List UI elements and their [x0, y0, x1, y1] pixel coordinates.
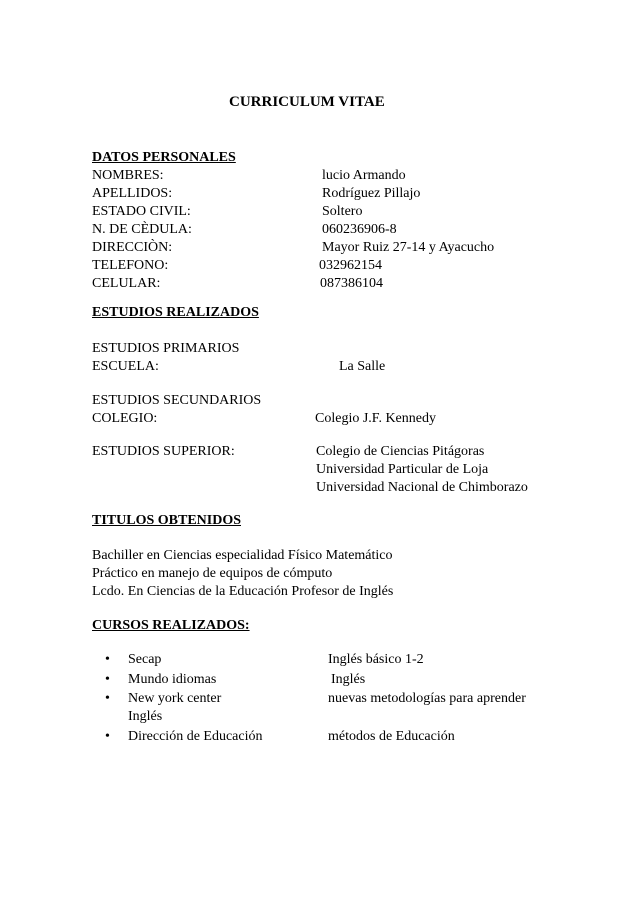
course-detail-2: Inglés: [331, 672, 366, 687]
value-apellidos: Rodríguez Pillajo: [322, 186, 421, 201]
label-colegio: COLEGIO:: [92, 411, 158, 426]
course-name-3-continuation: Inglés: [128, 709, 163, 724]
course-name-4: Dirección de Educación: [128, 729, 263, 744]
bullet-icon: •: [105, 672, 110, 687]
course-detail-1: Inglés básico 1-2: [328, 652, 424, 667]
section-heading-titles: TITULOS OBTENIDOS: [92, 513, 241, 528]
value-direccion: Mayor Ruiz 27-14 y Ayacucho: [322, 240, 495, 255]
label-estudios-superior: ESTUDIOS SUPERIOR:: [92, 444, 235, 459]
value-cedula: 060236906-8: [322, 222, 397, 237]
value-telefono: 032962154: [319, 258, 382, 273]
section-heading-courses: CURSOS REALIZADOS:: [92, 618, 250, 633]
value-superior-2: Universidad Particular de Loja: [316, 462, 489, 477]
label-apellidos: APELLIDOS:: [92, 186, 173, 201]
label-celular: CELULAR:: [92, 276, 161, 291]
document-title: CURRICULUM VITAE: [229, 94, 385, 110]
section-heading-personal: DATOS PERSONALES: [92, 150, 236, 165]
value-celular: 087386104: [320, 276, 383, 291]
label-escuela: ESCUELA:: [92, 359, 159, 374]
value-superior-3: Universidad Nacional de Chimborazo: [316, 480, 528, 495]
title-item-1: Bachiller en Ciencias especialidad Físico Matemático: [92, 548, 393, 563]
value-nombres: lucio Armando: [322, 168, 406, 183]
course-detail-4: métodos de Educación: [328, 729, 455, 744]
course-detail-3: nuevas metodologías para aprender: [328, 691, 526, 706]
label-estado-civil: ESTADO CIVIL:: [92, 204, 191, 219]
value-colegio: Colegio J.F. Kennedy: [315, 411, 436, 426]
label-cedula: N. DE CÈDULA:: [92, 222, 192, 237]
course-name-3: New york center: [128, 691, 222, 706]
label-telefono: TELEFONO:: [92, 258, 169, 273]
value-estado-civil: Soltero: [322, 204, 363, 219]
bullet-icon: •: [105, 691, 110, 706]
course-name-1: Secap: [128, 652, 162, 667]
title-item-2: Práctico en manejo de equipos de cómputo: [92, 566, 333, 581]
section-heading-studies: ESTUDIOS REALIZADOS: [92, 305, 259, 320]
value-superior-1: Colegio de Ciencias Pitágoras: [316, 444, 485, 459]
primary-studies-heading: ESTUDIOS PRIMARIOS: [92, 341, 240, 356]
label-direccion: DIRECCIÒN:: [92, 240, 173, 255]
course-name-2: Mundo idiomas: [128, 672, 217, 687]
label-nombres: NOMBRES:: [92, 168, 164, 183]
value-escuela: La Salle: [339, 359, 386, 374]
bullet-icon: •: [105, 652, 110, 667]
secondary-studies-heading: ESTUDIOS SECUNDARIOS: [92, 393, 262, 408]
title-item-3: Lcdo. En Ciencias de la Educación Profesor de Inglés: [92, 584, 394, 599]
bullet-icon: •: [105, 729, 110, 744]
